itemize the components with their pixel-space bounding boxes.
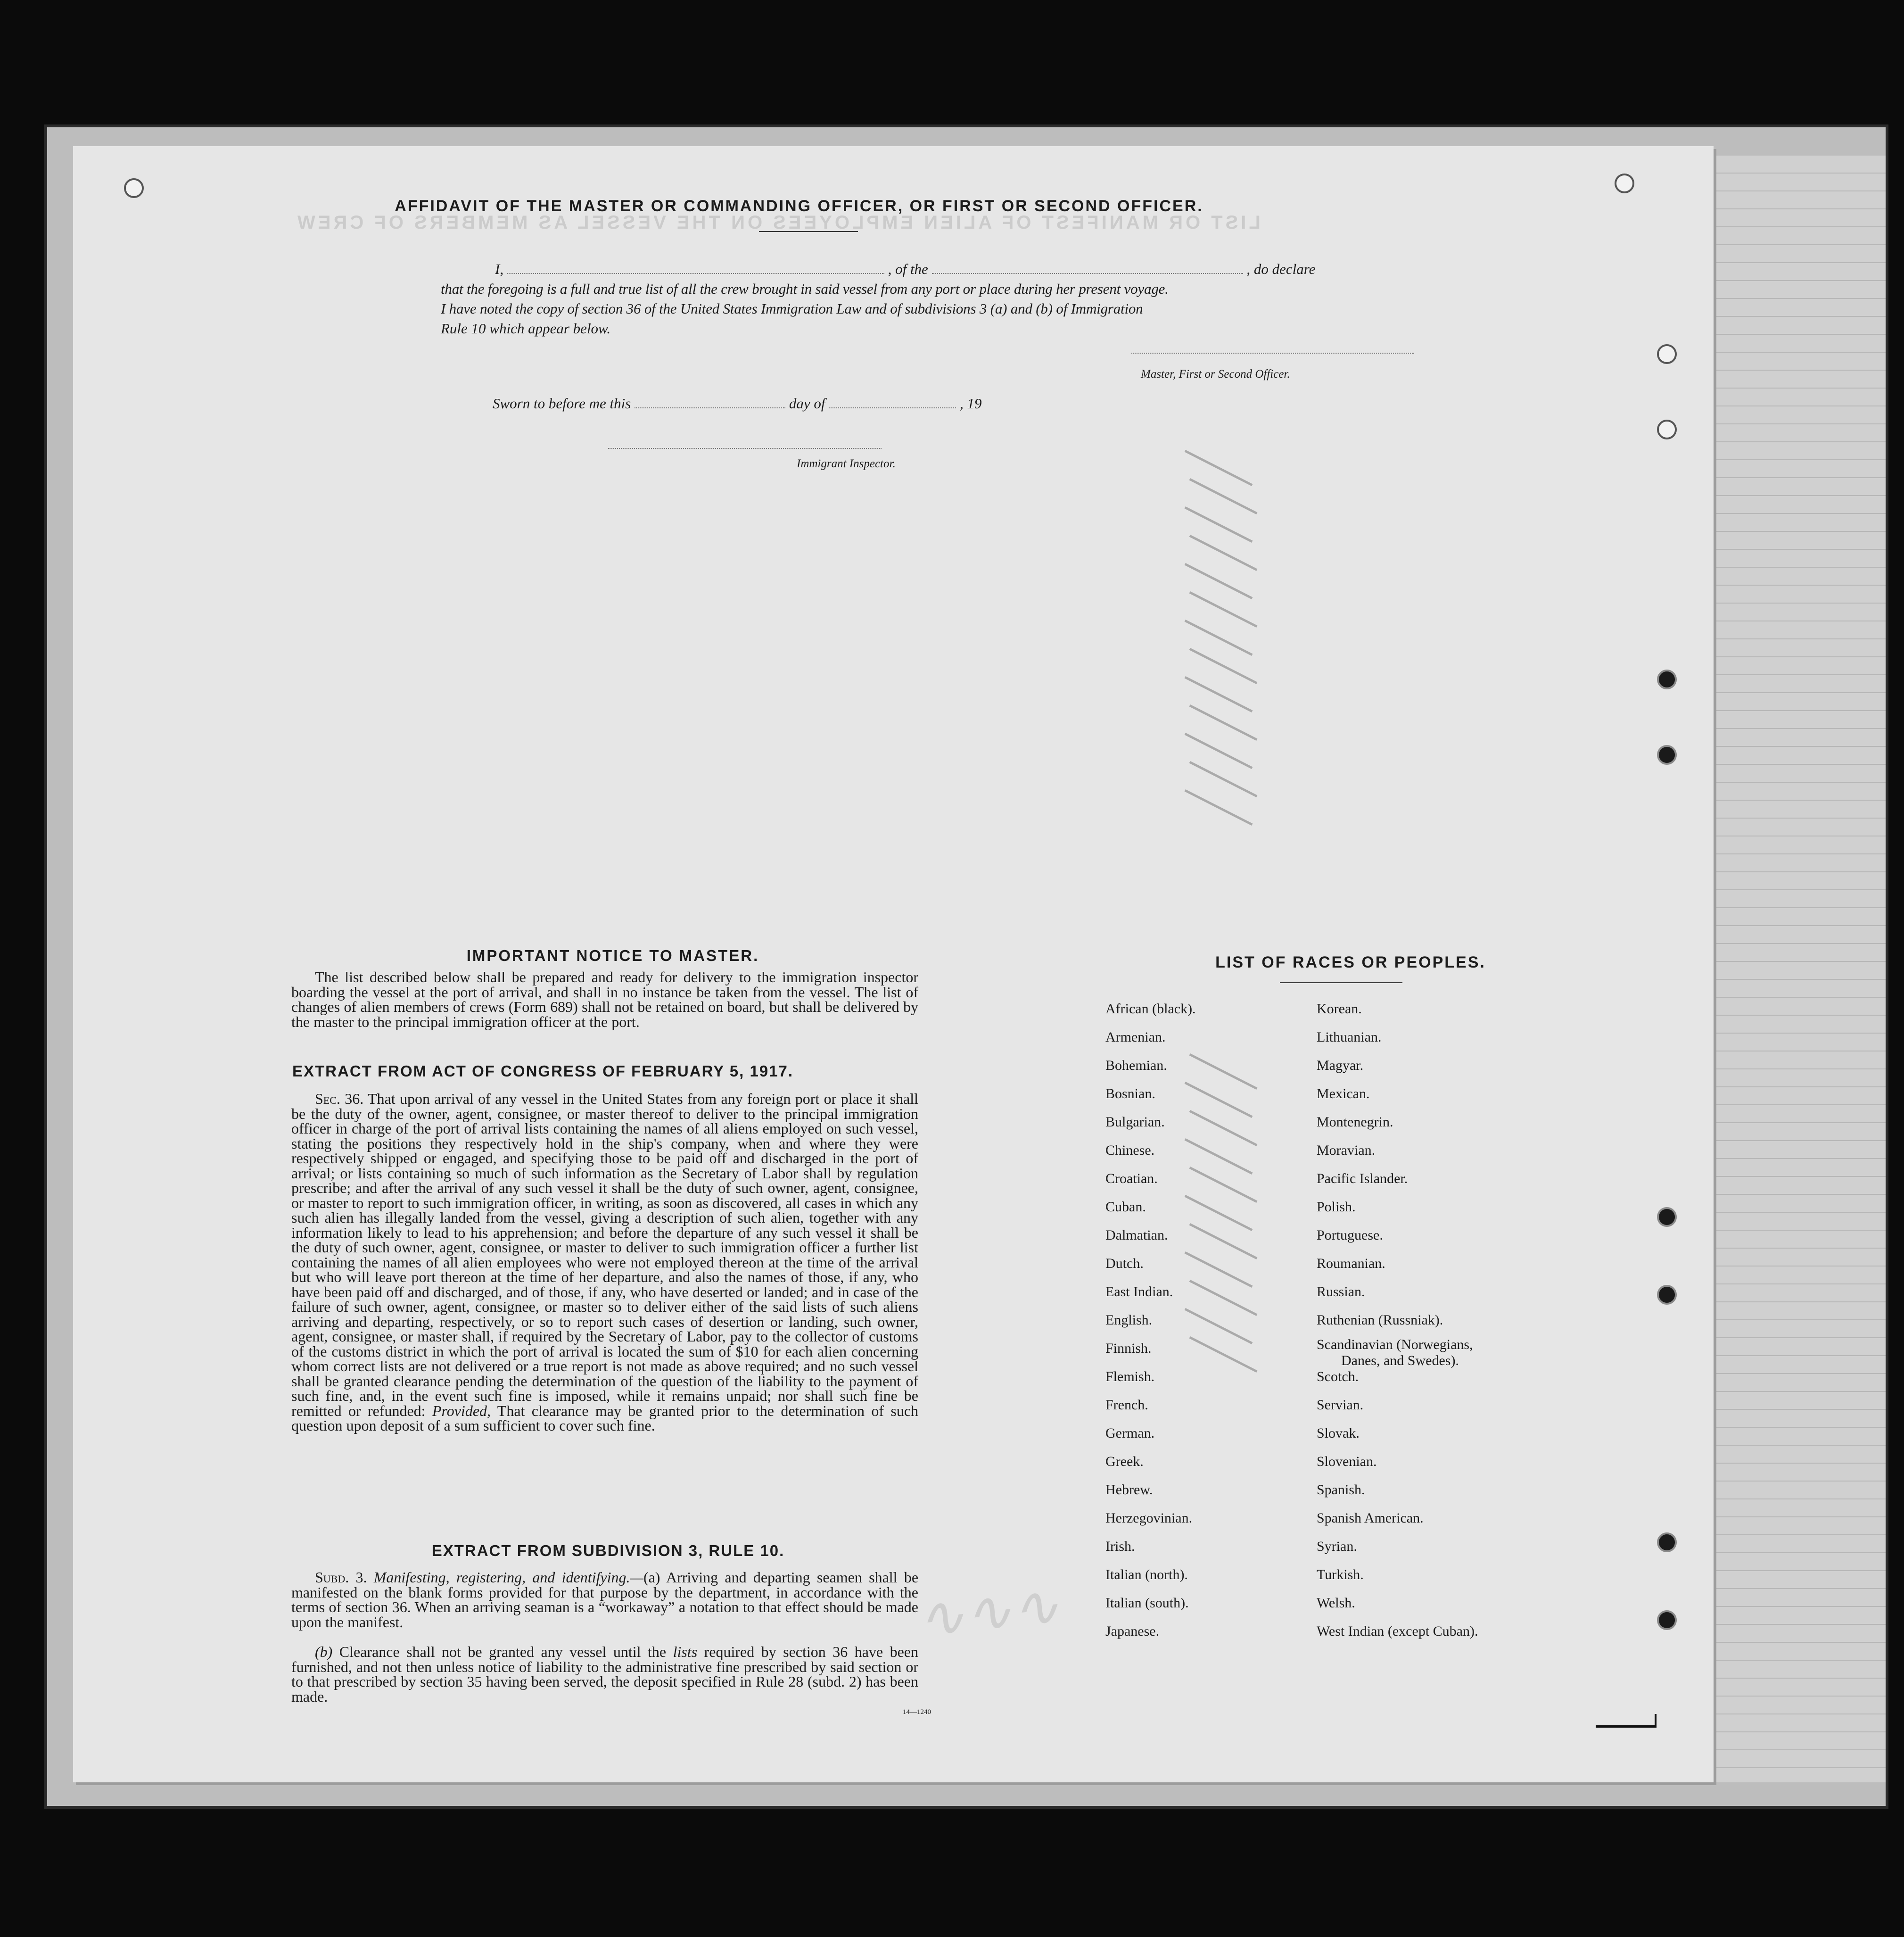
race-item-right: Pacific Islander. xyxy=(1317,1171,1408,1186)
race-item-right: Ruthenian (Russniak). xyxy=(1317,1312,1443,1328)
race-item-right-continued: Danes, and Swedes). xyxy=(1341,1353,1459,1368)
label-declare: , do declare xyxy=(1246,261,1316,277)
race-item-left: Armenian. xyxy=(1105,1029,1166,1045)
race-item-right: Scandinavian (Norwegians, xyxy=(1317,1337,1473,1352)
race-item-right: Mexican. xyxy=(1317,1086,1370,1101)
affidavit-line1 xyxy=(495,261,1447,278)
race-item-left: Italian (north). xyxy=(1105,1567,1188,1582)
affidavit-page xyxy=(73,146,1714,1782)
notice-text: The list described below shall be prepared and ready for delivery to the immigration inspector boarding the vessel at the port of arrival, and shall in no instance be taken from the vessel. The list of changes of alien members of crews (Form 689) shall not be retained on board, but shall be delivered by the master to the principal immigration officer at the port. xyxy=(291,968,918,1030)
label-of: , of the xyxy=(888,261,928,277)
master-label: Master, First or Second Officer. xyxy=(1141,368,1290,381)
ledger-hole xyxy=(1657,1285,1677,1305)
race-item-left: Bohemian. xyxy=(1105,1058,1167,1073)
act-title: EXTRACT FROM ACT OF CONGRESS OF FEBRUARY 5, 1917. xyxy=(292,1062,794,1080)
race-item-right: Magyar. xyxy=(1317,1058,1364,1073)
title-rule xyxy=(759,231,858,232)
sworn-prefix: Sworn to before me this xyxy=(493,395,631,412)
name-field[interactable] xyxy=(507,273,884,274)
diagonal-mark xyxy=(1185,789,1253,826)
sworn-day-label: day of xyxy=(789,395,825,412)
race-item-right: Scotch. xyxy=(1317,1369,1359,1384)
ledger-hole xyxy=(1657,745,1677,765)
race-item-left: Croatian. xyxy=(1105,1171,1158,1186)
subd-label: Subd. 3. xyxy=(315,1569,367,1586)
bleed-through-heading: LIST OR MANIFEST OF ALIEN EMPLOYEES ON THE VESSEL AS MEMBERS OF CREW xyxy=(295,212,1261,233)
sworn-month-field[interactable] xyxy=(829,407,956,408)
form-number: 14—1240 xyxy=(903,1708,931,1716)
affidavit-title: AFFIDAVIT OF THE MASTER OR COMMANDING OFFICER, OR FIRST OR SECOND OFFICER. xyxy=(395,197,1203,215)
races-title-rule xyxy=(1280,982,1402,983)
label-i: I, xyxy=(495,261,504,277)
race-item-right: Turkish. xyxy=(1317,1567,1364,1582)
race-item-right: Polish. xyxy=(1317,1199,1356,1215)
inspector-signature-line[interactable] xyxy=(608,448,882,449)
ledger-hole xyxy=(1657,670,1677,689)
race-item-left: French. xyxy=(1105,1397,1148,1413)
race-item-right: Spanish. xyxy=(1317,1482,1365,1498)
race-item-right: Welsh. xyxy=(1317,1595,1355,1611)
b-text-2: required by section 36 have been furnished, and not then unless notice of liability to the administrative fine prescribed by said section or to that prescribed by section 35 having been served, the deposit specified in Rule 28 (subd. 2) has been made. xyxy=(291,1643,919,1705)
affidavit-line4: Rule 10 which appear below. xyxy=(441,320,611,337)
ledger-hole xyxy=(1657,344,1677,364)
race-item-right: Lithuanian. xyxy=(1317,1029,1382,1045)
race-item-left: Dutch. xyxy=(1105,1256,1144,1271)
ledger-hole xyxy=(1657,1610,1677,1630)
race-item-left: Bosnian. xyxy=(1105,1086,1155,1101)
race-item-left: English. xyxy=(1105,1312,1153,1328)
race-item-right: Montenegrin. xyxy=(1317,1114,1393,1130)
race-item-right: Slovak. xyxy=(1317,1425,1360,1441)
vessel-field[interactable] xyxy=(932,273,1243,274)
rule-text-b xyxy=(291,1645,918,1704)
ledger-hole xyxy=(1657,420,1677,439)
races-title: LIST OF RACES OR PEOPLES. xyxy=(1215,953,1486,971)
race-item-left: Hebrew. xyxy=(1105,1482,1153,1498)
affidavit-line3: I have noted the copy of section 36 of the United States Immigration Law and of subdivisions 3 (a) and (b) of Immigration xyxy=(441,300,1143,317)
b-lists: lists xyxy=(673,1643,698,1660)
rule-text-a xyxy=(291,1570,918,1630)
race-item-left: African (black). xyxy=(1105,1001,1196,1017)
race-item-right: Syrian. xyxy=(1317,1539,1357,1554)
race-item-left: Chinese. xyxy=(1105,1142,1155,1158)
master-signature-line[interactable] xyxy=(1131,353,1414,354)
sworn-day-field[interactable] xyxy=(635,407,785,408)
race-item-left: Herzegovinian. xyxy=(1105,1510,1193,1526)
race-item-left: Dalmatian. xyxy=(1105,1227,1168,1243)
race-item-left: Italian (south). xyxy=(1105,1595,1189,1611)
race-item-right: Russian. xyxy=(1317,1284,1365,1300)
sec-label: Sec. 36. xyxy=(315,1090,364,1107)
race-item-right: West Indian (except Cuban). xyxy=(1317,1623,1478,1639)
ledger-hole xyxy=(1657,1532,1677,1552)
race-item-left: Japanese. xyxy=(1105,1623,1160,1639)
sworn-year-label: , 19 xyxy=(959,395,982,412)
race-item-right: Moravian. xyxy=(1317,1142,1376,1158)
subd-heading: Manifesting, registering, and identifying.— xyxy=(373,1569,643,1586)
race-item-right: Korean. xyxy=(1317,1001,1362,1017)
race-item-left: Flemish. xyxy=(1105,1369,1155,1384)
ledger-hole xyxy=(1657,1207,1677,1227)
race-item-left: Greek. xyxy=(1105,1454,1144,1469)
race-item-right: Slovenian. xyxy=(1317,1454,1377,1469)
punch-hole xyxy=(1615,174,1634,193)
race-item-left: German. xyxy=(1105,1425,1155,1441)
b-text-1: Clearance shall not be granted any vessel until the xyxy=(339,1643,667,1660)
diagonal-mark xyxy=(1189,1053,1258,1090)
race-item-right: Portuguese. xyxy=(1317,1227,1383,1243)
sworn-line xyxy=(493,395,981,412)
inspector-label: Immigrant Inspector. xyxy=(797,457,896,470)
affidavit-line2: that the foregoing is a full and true list of all the crew brought in said vessel from any port or place during her present voyage. xyxy=(441,281,1169,297)
act-body-end: That clearance may be granted prior to the determination of such question upon deposit of a sum sufficient to cover such fine. xyxy=(291,1402,919,1434)
act-text xyxy=(291,1092,918,1433)
rule-title: EXTRACT FROM SUBDIVISION 3, RULE 10. xyxy=(431,1542,785,1559)
race-item-left: Irish. xyxy=(1105,1539,1135,1554)
a-text: Arriving and departing seamen shall be manifested on the blank forms provided for that purpose by the department, in accordance with the terms of section 36. When an arriving seaman is a “workaway” a notation to that effect should be made upon the manifest. xyxy=(291,1569,919,1631)
corner-bracket xyxy=(1596,1714,1657,1728)
race-item-right: Servian. xyxy=(1317,1397,1364,1413)
race-item-left: East Indian. xyxy=(1105,1284,1173,1300)
b-label: (b) xyxy=(315,1643,333,1660)
race-item-left: Bulgarian. xyxy=(1105,1114,1165,1130)
race-item-right: Spanish American. xyxy=(1317,1510,1424,1526)
faint-signature-mark: ∿∿∿ xyxy=(914,1572,1063,1653)
a-label: (a) xyxy=(643,1569,660,1586)
race-item-left: Finnish. xyxy=(1105,1341,1152,1356)
provided-word: Provided, xyxy=(432,1402,491,1419)
punch-hole xyxy=(124,178,144,198)
notice-title: IMPORTANT NOTICE TO MASTER. xyxy=(466,947,759,964)
race-item-right: Roumanian. xyxy=(1317,1256,1385,1271)
act-body: That upon arrival of any vessel in the United States from any foreign port or place it shall be the duty of the owner, agent, consignee, or master thereof to deliver to the principal immigration officer in charge of the port of arrival lists containing the names of all aliens employed on such vessel, stating the positions they respectively hold in the ship's company, when and where they were respectively shipped or engaged, and specifying those to be paid off and discharged in the port of arrival; or lists containing so much of such information as the Secretary of Labor shall by regulation prescribe; and after the arrival of any such vessel it shall be the duty of such owner, agent, consignee, or master to report to such immigration officer, in writing, as soon as discovered, all cases in which any such alien has illegally landed from the vessel, giving a description of such alien, together with any information likely to lead to his apprehension; and before the departure of any such vessel it shall be the duty of such owner, agent, consignee, or master to deliver to such immigration officer a further list containing the names of all alien employees who were not employed thereon at the time of the arrival but who will leave port thereon at the time of her departure, and also the names of those, if any, who have been paid off and discharged, and of those, if any, who have deserted or landed; and in case of the failure of such owner, agent, consignee, or master so to deliver either of the said lists of such aliens arriving and departing, respectively, or so to report such cases of desertion or landing, such owner, agent, consignee, or master shall, if required by the Secretary of Labor, pay to the collector of customs of the customs district in which the port of arrival is located the sum of $10 for each alien concerning whom correct lists are not delivered or a true report is not made as above required; and no such vessel shall be granted clearance pending the determination of the question of the liability to the payment of such fine, and, in the event such fine is imposed, while it remains unpaid; nor shall such fine be remitted or refunded: xyxy=(291,1090,919,1419)
race-item-left: Cuban. xyxy=(1105,1199,1146,1215)
